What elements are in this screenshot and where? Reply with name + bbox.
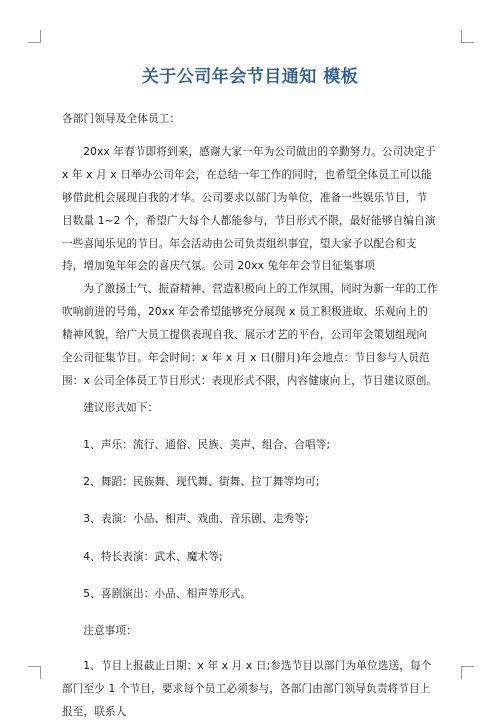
notes-heading: 注意事项： (83, 625, 137, 638)
corner-mark-bottom-left (28, 666, 41, 679)
document-title: 关于公司年会节目通知 模板 (141, 67, 359, 87)
paragraph-intro: 20xx 年春节即将到来，感谢大家一年为公司做出的辛勤努力。公司决定于 x 年 x 月 x 日举办公司年会，在总结一年工作的同时，也希望全体员工可以能够借此机会展现自我的才华。公司要求以部门为单位，准备一些娱乐节目，节目数量 1~2 个，希望广大每个人都能参与，节目形式不限，最好能够自编自演一些喜闻乐见的节目。年会活动由公司负责组织事宜，望大家予以配合和支持，增加兔年年会的喜庆气氛。公司 20xx 兔年年会节目征集事项 (62, 145, 436, 273)
note-item: 1、节目上报截止日期：x 年 x 月 x 日;参选节目以部门为单位选送，每个部门至少 1 个节目，要求每个员工必须参与，各部门由部门领导负责将节目上报至，联系人 (62, 660, 432, 718)
list-item: 2、舞蹈：民族舞、现代舞、街舞、拉丁舞等均可; (83, 476, 320, 489)
suggestion-heading: 建议形式如下： (83, 401, 159, 414)
greeting: 各部门领导及全体员工： (62, 113, 181, 125)
list-item: 3、表演：小品、相声、戏曲、音乐剧、走秀等; (83, 513, 309, 526)
list-item: 5、喜剧演出：小品、相声等形式。 (83, 587, 252, 600)
corner-mark-top-left (28, 30, 41, 43)
list-item: 4、特长表演：武术、魔术等; (83, 550, 223, 563)
list-item: 1、声乐：流行、通俗、民族、美声、组合、合唱等; (83, 438, 331, 451)
corner-mark-bottom-right (461, 666, 474, 679)
paragraph-purpose: 为了激扬士气、振奋精神、营造积极向上的工作氛围，同时为新一年的工作吹响前进的号角，20xx 年会希望能够充分展现 x 员工积极进取、乐观向上的精神风貌，给广大员工提供表现自我、展示才艺的平台，公司年会策划组现向全公司征集节目。年会时间：x 年 x 月 x 日(腊月)年会地点：节目参与人员范围：x 公司全体员工节目形式：表现形式不限，内容健康向上，节目建议原创。 (62, 283, 438, 387)
corner-mark-top-right (461, 30, 474, 43)
document-body (62, 108, 438, 724)
